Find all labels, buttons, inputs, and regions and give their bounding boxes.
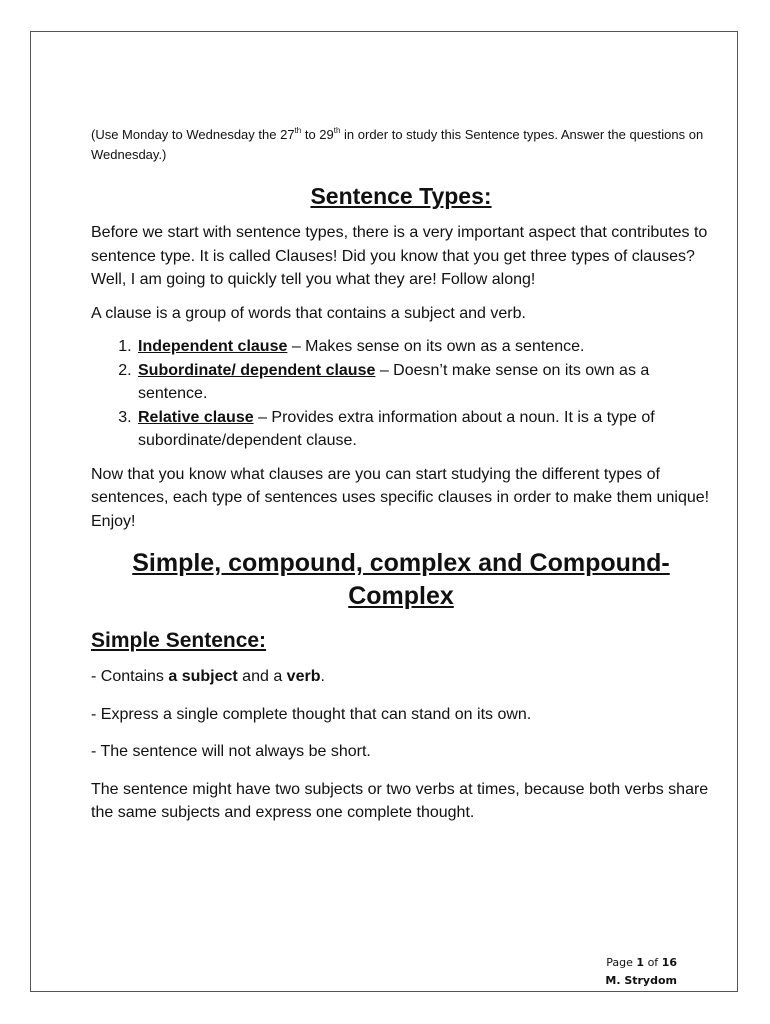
section-title-line1: Simple, compound, complex and Compound- [132, 549, 670, 577]
author-text: M. Strydom [605, 974, 677, 987]
bullet-text: - Contains [91, 668, 169, 685]
simple-sentence-heading-text: Simple Sentence: [91, 629, 267, 652]
bullet-bold-subject: a subject [168, 668, 238, 685]
page-content [91, 125, 711, 835]
page-footer [605, 954, 677, 990]
page-number [605, 954, 677, 972]
clause-list [91, 335, 711, 453]
list-item [136, 335, 711, 359]
note-sup-2: th [333, 126, 341, 135]
page-word: Page [606, 956, 637, 969]
note-text-3: in order to study this Sentence types. Answer the questions on Wednesday.) [91, 127, 704, 162]
simple-bullet-3: - The sentence will not always be short. [91, 743, 371, 760]
intro-paragraph: Before we start with sentence types, there is a very important aspect that contributes to sentence type. It is called Clauses! Did you know that you get three types of clauses? Well, I am going to quickly tell you what they are! Follow along! [91, 224, 708, 288]
page-title-text: Sentence Types: [310, 183, 492, 209]
bullet-text: . [320, 668, 325, 685]
bullet-bold-verb: verb [286, 668, 321, 685]
bullet-text: and a [237, 668, 287, 685]
section-title [91, 547, 711, 613]
page-total: 16 [661, 956, 677, 969]
author-name [605, 972, 677, 990]
list-item [136, 406, 711, 453]
clause-term: Independent clause [138, 338, 288, 355]
document-page [30, 31, 738, 992]
simple-sentence-heading [91, 627, 711, 655]
clause-desc: – Doesn’t make sense on its own as a sentence. [138, 361, 650, 402]
simple-closing-paragraph: The sentence might have two subjects or two verbs at times, because both verbs share the same subjects and express one complete thought. [91, 780, 709, 821]
transition-paragraph: Now that you know what clauses are you can start studying the different types of sentences, each type of sentences uses specific clauses in order to make them unique! Enjoy! [91, 465, 710, 530]
note-text-1: (Use Monday to Wednesday the 27 [91, 127, 295, 142]
clause-desc: – Makes sense on its own as a sentence. [287, 338, 585, 355]
section-title-line2: Complex [348, 582, 454, 610]
study-note [91, 125, 711, 165]
page-current: 1 [636, 956, 645, 969]
clause-definition: A clause is a group of words that contains a subject and verb. [91, 304, 526, 322]
simple-bullet-1 [91, 665, 711, 689]
simple-bullet-2: - Express a single complete thought that can stand on its own. [91, 705, 532, 723]
clause-term: Subordinate/ dependent clause [138, 361, 376, 379]
note-sup-1: th [294, 126, 302, 135]
page-title [91, 181, 711, 211]
clause-term: Relative clause [138, 408, 254, 426]
list-item [136, 359, 711, 406]
note-text-2: to 29 [301, 127, 334, 142]
clause-desc: – Provides extra information about a noun. It is a type of subordinate/dependent clause. [138, 408, 655, 449]
page-of-word: of [644, 956, 662, 969]
